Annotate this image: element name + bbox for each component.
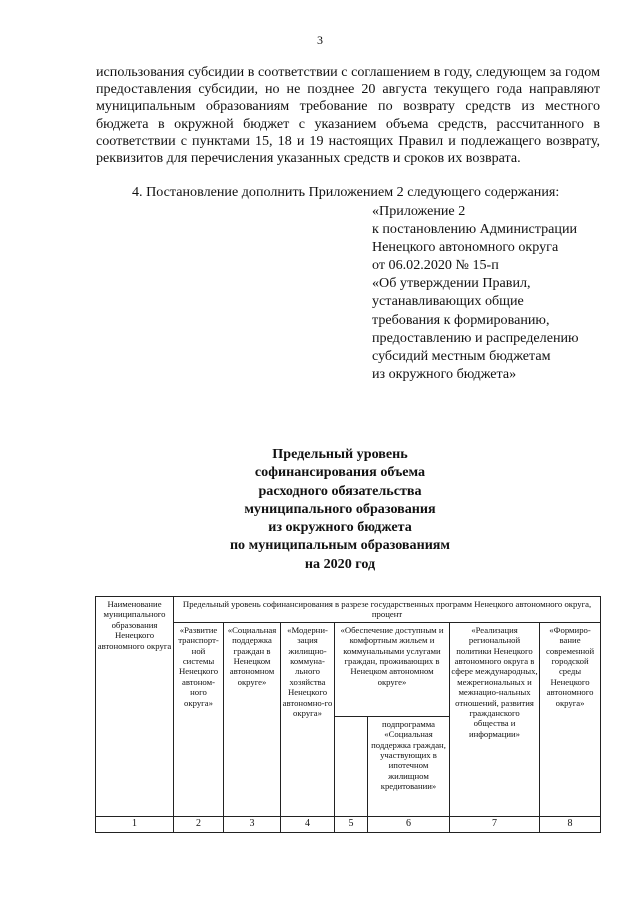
point-4-paragraph: 4. Постановление дополнить Приложением 2 следующего содержания: xyxy=(132,184,560,200)
column-number: 6 xyxy=(368,816,450,832)
title-line: по муниципальным образованиям xyxy=(229,537,451,554)
title-line: муниципального образования xyxy=(244,500,436,517)
column-number: 3 xyxy=(224,816,281,832)
program-header-cell xyxy=(540,622,601,816)
program-header: «Развитие транспорт-ной системы Ненецкого автоном-ного округа» xyxy=(178,624,219,708)
body-paragraph: использования субсидии в соответствии с соглашением в году, следующем за годом предоставления субсидии, но не позднее 20 августа текущего года направляют муниципальным образованиям требование по возврату средств из местного бюджета в окружной бюджет с указанием объема средств, рассчитанного в соответствии с пунктами 15, 18 и 19 настоящих Правил и подлежащего возврату, реквизитов для перечисления указанных средств и сроков их возврата. xyxy=(96,64,600,167)
municipality-header: Наименование муниципального образования Ненецкого автономного округа xyxy=(97,599,172,651)
subprogram-header: подпрограмма «Социальная поддержка граждан, участвующих в ипотечном жилищном кредитовании» xyxy=(371,718,446,792)
program-header-cell xyxy=(174,622,224,816)
column-number: 8 xyxy=(540,816,601,832)
document-title xyxy=(150,445,530,573)
title-line: софинансирования объема xyxy=(254,464,426,481)
annex-line: от 06.02.2020 № 15-п xyxy=(372,257,499,274)
program-header: «Формиро-вание современной городской среды Ненецкого автономного округа» xyxy=(545,624,595,708)
annex-line: предоставлению и распределению xyxy=(372,329,579,346)
program-header-cell xyxy=(450,622,540,816)
column-number: 1 xyxy=(96,816,174,832)
annex-line: «Об утверждении Правил, xyxy=(372,275,531,292)
empty-header-cell xyxy=(335,716,368,816)
annex-line: к постановлению Администрации xyxy=(372,221,578,238)
subprogram-header-cell xyxy=(368,716,450,816)
column-number: 4 xyxy=(281,816,335,832)
program-header-cell xyxy=(281,622,335,816)
program-header: «Социальная поддержка граждан в Ненецком автономном округе» xyxy=(227,624,277,687)
column-number: 5 xyxy=(335,816,368,832)
program-header: «Реализация региональной политики Ненецкого автономного округа в сфере международных, межрегиональных и межнацио-нальных отношений, развития гражданского общества и информации» xyxy=(451,624,538,739)
annex-line: из окружного бюджета» xyxy=(372,365,517,382)
title-line: из окружного бюджета xyxy=(268,519,412,536)
program-header: «Обеспечение доступным и комфортным жильем и коммунальными услугами граждан, проживающих в Ненецком автономном округе» xyxy=(340,624,444,687)
program-header-cell xyxy=(224,622,281,816)
annex-line: требования к формированию, xyxy=(372,311,550,328)
annex-line: «Приложение 2 xyxy=(372,203,466,219)
title-line: на 2020 год xyxy=(304,555,376,572)
municipality-header-cell xyxy=(96,597,174,817)
annex-caption xyxy=(372,202,612,383)
cofinancing-table xyxy=(95,596,601,833)
annex-line: Ненецкого автономного округа xyxy=(372,239,559,256)
title-line: Предельный уровень xyxy=(272,446,408,462)
column-number-row xyxy=(96,816,601,832)
group-header-cell xyxy=(174,597,601,623)
page-number: 3 xyxy=(317,33,323,47)
group-header: Предельный уровень софинансирования в разрезе государственных программ Ненецкого автономного округа, процент xyxy=(182,599,592,620)
table-header-row xyxy=(96,597,601,623)
title-line: расходного обязательства xyxy=(258,482,422,499)
annex-line: устанавливающих общие xyxy=(372,293,524,310)
annex-line: субсидий местным бюджетам xyxy=(372,347,551,364)
program-header-cell xyxy=(335,622,450,716)
column-number: 7 xyxy=(450,816,540,832)
program-header: «Модерни-зация жилищно-коммуна-льного хозяйства Ненецкого автономно-го округа» xyxy=(282,624,333,719)
column-number: 2 xyxy=(174,816,224,832)
